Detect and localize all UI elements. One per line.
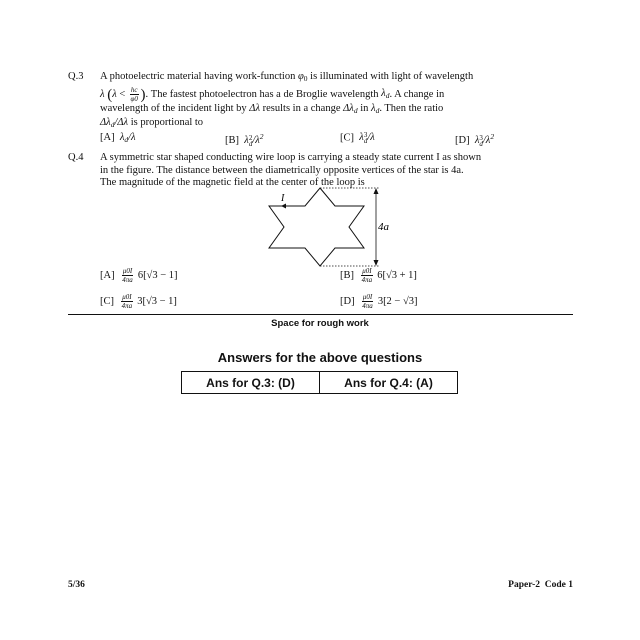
q4-line2: in the figure. The distance between the diametrically opposite vertices of the star is 4a. xyxy=(100,164,464,176)
current-arrowhead xyxy=(281,204,286,209)
current-label: I xyxy=(281,193,285,204)
q3-lambda: λ xyxy=(100,88,105,100)
answers-table xyxy=(181,371,459,394)
q3-option-a-expr: $\lambda_d/\lambda$ xyxy=(119,132,136,144)
answer-q4: Ans for Q.4: (A) xyxy=(319,371,458,394)
q3-text-h: . Then the ratio xyxy=(379,102,444,114)
q3-text-d: . A change in xyxy=(389,88,445,100)
q4-option-b-coef: 6[√3 + 1] xyxy=(377,269,417,281)
q4-option-c[interactable]: [C] $\frac{\mu 0I}{4\pi a}$ 3[√3 − 1] xyxy=(100,293,177,310)
rough-work-label: Space for rough work xyxy=(271,318,369,329)
divider xyxy=(68,314,573,315)
q3-option-a[interactable]: [A] $\lambda_d/\lambda$ xyxy=(100,132,136,144)
q3-fraction: $\frac{hc}{\varphi 0}$ xyxy=(130,85,138,103)
q3-text-f: results in a change xyxy=(262,102,341,114)
q3-text: A photoelectric material having work-function $\varphi_0$ is illuminated with light of wavelength λ (λ < $\frac{hc}{\varphi 0}$ ). The fastest photoelectron has a de Broglie wavelength $\lambda_d$. A change in wavelength of the incident light by Δλ results in a change $\Delta\lambda_d$ in $\lambda_d$. Then the ratio $\Delta\lambda_d/\Delta\lambda$ is proportional to xyxy=(100,71,474,130)
q3-text-b: is illuminated with light of wavelength xyxy=(310,71,474,82)
q3-option-b-expr: λ 2 d $/\lambda^2$ xyxy=(244,132,264,148)
q3-text-i: is proportional to xyxy=(130,117,204,129)
q3-option-c[interactable]: [C] λ 3 d /λ xyxy=(340,131,375,145)
paper-code: Paper-2 Code 1 xyxy=(508,580,573,590)
q4-option-c-coef: 3[√3 − 1] xyxy=(137,295,177,307)
page-number: 5/36 xyxy=(68,580,85,590)
q3-option-d-expr: λ 3 d $/\lambda^2$ xyxy=(474,132,495,148)
q3-phi0: $\varphi_0$ xyxy=(297,71,308,83)
q3-text-e: wavelength of the incident light by xyxy=(100,102,247,114)
q4-option-d-coef: 3[2 − √3] xyxy=(377,295,418,307)
q3-text-a: A photoelectric material having work-function xyxy=(100,71,296,82)
q3-text-c: . The fastest photoelectron has a de Broglie wavelength xyxy=(145,88,379,100)
distance-arrowhead-down xyxy=(374,260,379,266)
q4-line1: A symmetric star shaped conducting wire loop is carrying a steady state current I as shown xyxy=(100,152,482,163)
q3-option-c-expr: λ 3 d /λ xyxy=(359,131,375,145)
q4-number: Q.4 xyxy=(68,152,84,163)
answers-title: Answers for the above questions xyxy=(217,350,423,365)
q3-option-d[interactable]: [D] λ 3 d $/\lambda^2$ xyxy=(455,132,495,148)
q4-option-b[interactable]: [B] $\frac{\mu 0I}{4\pi a}$ 6[√3 + 1] xyxy=(340,267,417,284)
q4-option-d[interactable]: [D] $\frac{\mu 0I}{4\pi a}$ 3[2 − √3] xyxy=(340,293,418,310)
star-loop-figure xyxy=(255,182,415,272)
distance-label: 4a xyxy=(378,221,389,233)
q3-number: Q.3 xyxy=(68,71,84,82)
q4-option-a[interactable]: [A] $\frac{\mu 0I}{4\pi a}$ 6[√3 − 1] xyxy=(100,267,178,284)
answer-q3: Ans for Q.3: (D) xyxy=(181,371,320,394)
distance-arrowhead-up xyxy=(374,188,379,194)
q3-option-b[interactable]: [B] λ 2 d $/\lambda^2$ xyxy=(225,132,264,148)
q4-line3: The magnitude of the magnetic field at the center of the loop is xyxy=(100,177,365,188)
q4-option-a-coef: 6[√3 − 1] xyxy=(137,269,178,281)
